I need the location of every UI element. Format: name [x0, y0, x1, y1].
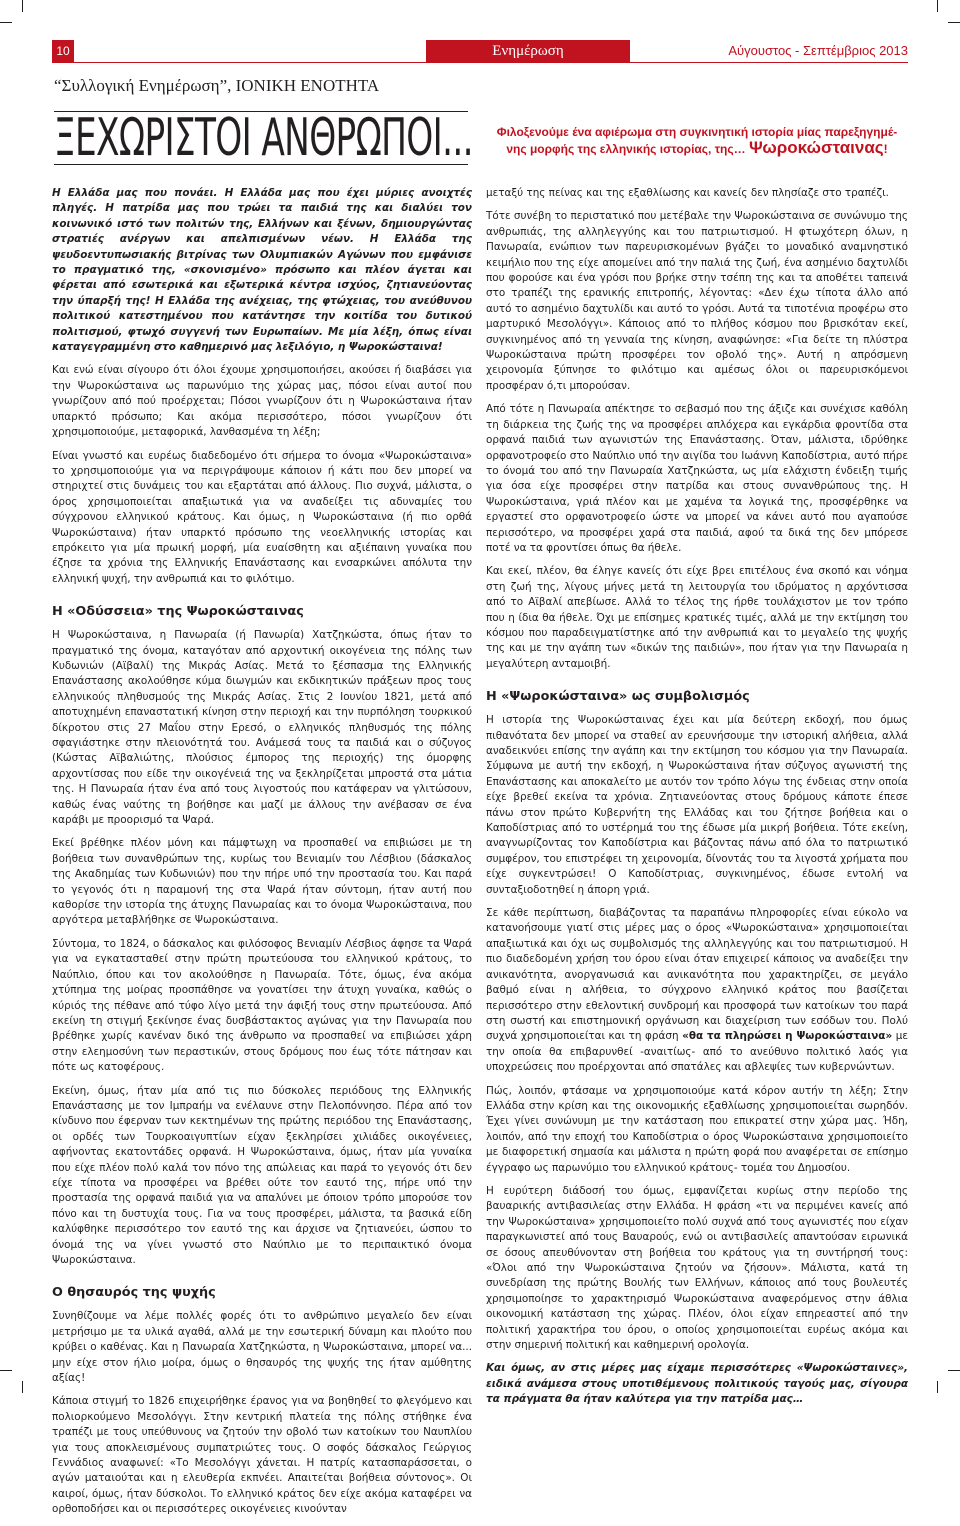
page-header [52, 40, 908, 63]
standfirst-line-2: νης μορφής της ελληνικής ιστορίας, της… [506, 142, 746, 156]
body-paragraph: Είναι γνωστό και ευρέως διαδεδομένο ότι σήμερα το όνομα «Ψωροκώσταινα» το χρησιμοποιούμε για να περιγράψουμε κάποιον ή κάτι που δεν μπορεί να στηριχτεί στις δυνάμεις του και εξαρτάται από άλλους. Πιο συχνά, μάλιστα, ο όρος χρησιμοποιείται απαξιωτικά για να αναδείξει τις αδυναμίες του σύγχρονου ελληνικού κράτους. Και όμως, η Ψωροκώσταινα (ή πιο ορθά Ψωροκώσταινα) ήταν υπαρκτό πρόσωπο της νεοελληνικής ιστορίας και επρόκειτο για μία πρωική μορφή, μία ευαίσθητη και αξιέπαινη γυναίκα που έζησε τα χρόνια της Ελληνικής Επανάστασης και ενσαρκώνει απόλυτα την ελληνική ψυχή, την ανθρωπιά και το φιλότιμο. [52, 449, 472, 585]
crop-mark [22, 0, 23, 12]
crop-mark [937, 1381, 938, 1393]
crop-mark [0, 22, 12, 23]
body-paragraph: Τότε συνέβη το περιστατικό που μετέβαλε την Ψωροκώσταινα σε συνώνυμο της ανθρωπιάς, της αλληλεγγύης και του πατριωτισμού. Η φτωχότερη όλων, η Πανωραία, ενώπιον των παρευρισκομένων βγάζει το μοναδικό αναμνηστικό κειμήλιο που της είχε απομείνει από την παλιά της ζωή, ένα ασημένιο δαχτυλίδι που φορούσε και ένα γρόσι που βρήκε στην τσέπη της και τα αποθέτει ταπεινά στο τραπέζι της ερανικής επιτροπής, λέγοντας: «Δεν έχω τίποτα άλλο από αυτό το ασημένιο δαχτυλίδι και αυτό το γρόσι. Αυτά τα τιποτένια προφέρω στο μαρτυρικό Μεσολόγγι». Κάποιος από το πλήθος κόσμου που βρισκόταν εκεί, συγκινημένος από τη γενναία της κίνηση, αναφώνησε: «Για δείτε τη πλύστρα Ψωροκώσταινα πρώτη προσφέρει τον οβολό της». Αυτή η απρόσμενη χειρονομία ξύπνησε το φιλότιμο και αμέσως όλοι οι παρευρισκόμενοι προσφέραν ό,τι μπορούσαν. [486, 210, 908, 392]
crop-mark [22, 1381, 23, 1393]
body-paragraph: Σύντομα, το 1824, ο δάσκαλος και φιλόσοφος Βενιαμίν Λέσβιος άφησε τα Ψαρά για να εγκατασταθεί στην πρώτη πρωτεύουσα του ελληνικού κράτους, το Ναύπλιο, όπου και τον ακολούθησε η Πανωραία. Τότε, όμως, ένα ακόμα χτύπημα της μοίρας προσπάθησε να γονατίσει την άτυχη γυναίκα, καθώς ο κύριός της πέθανε από τύφο λίγο μετά την άφιξή τους στην πρωτεύουσα. Από εκείνη τη στιγμή ξεκίνησε ένας δυσβάστακτος αγώνας για την Πανωραία που βρέθηκε χωρίς κανέναν δικό της άνθρωπο να προσπαθεί να επιβιώσει χάρη στην ελεημοσύνη των περαστικών, στους δρόμους που έως τότε πάτησαν και πότε ως κατοφέρους. [52, 937, 472, 1074]
body-paragraph: Η Ψωροκώσταινα, η Πανωραία (ή Πανωρία) Χατζηκώστα, όπως ήταν το πραγματικό της όνομα, καταγόταν από αρχοντική οικογένεια της πόλης των Κυδωνιών (Αϊβαλί) της Μικράς Ασίας. Μετά το ξέσπασμα της Ελληνικής Επανάστασης ακολούθησε κύμα διωγμών και εκδικητικών πράξεων προς τους ελληνικούς πληθυσμούς της Μικράς Ασίας. Στις 2 Ιουνίου 1821, μετά από αποτυχημένη επαναστατική κίνηση στην περιοχή και την πυρπόληση τουρκικού δίκροτου στις 27 Μαΐου στην Ερεσό, ο ελληνικός πληθυσμός της πόλης σφαγιάστηκε στην πλειονότητά του. Ανάμεσά τους τα παιδιά και ο σύζυγος (Κώστας Αϊβαλιώτης, πλούσιος έμπορος της περιοχής) της όμορφης αρχοντίσσας που είδε την οικογένειά της να ξεκληρίζεται μπροστά στα μάτια της. Η Πανωραία ήταν ένα από τους λιγοστούς που κατάφεραν να γλιτώσουν, καθώς ένας ναύτης τη βοήθησε και μαζί με άλλους την ανέβασαν σε ένα καράβι με προορισμό τα Ψαρά. [52, 629, 472, 827]
intro-paragraph: Η Ελλάδα μας που πονάει. Η Ελλάδα μας που έχει μύριες ανοιχτές πληγές. Η πατρίδα μας που τρώει τα παιδιά της και διαλύει τον κοινωνικό ιστό των πολιτών της, Ελλήνων και ξένων, δημιουργώντας στρατιές ανέργων και απελπισμένων νέων. Η Ελλάδα της ψευδοεντυπωσιακής βιτρίνας των Ολυμπιακών Αγώνων που εμφάνισε το πραγματικό της, «σκονισμένο» πρόσωπο και πλέον άγεται και φέρεται από εσωτερικά και εξωτερικά κέντρα ισχύος, ζητιανεύοντας την ύπαρξή της! Η Ελλάδα της ανέχειας, της φτώχειας, του ανεύθυνου πολιτικού κατεστημένου που κατάντησε την κοιτίδα του δυτικού πολιτισμού, φτωχό συγγενή των Ευρωπαίων. Με μία λέξη, όπως είναι καταγεγραμμένη στο καθημερινό μας λεξιλόγιο, η Ψωροκώσταινα! [52, 187, 472, 354]
right-column [486, 186, 908, 1416]
body-paragraph: Και εκεί, πλέον, θα έληγε κανείς ότι είχε βρει επιτέλους ένα σκοπό και νόημα στη ζωή της, λίγους μήνες μετά τη λειτουργία του ιδρύματος η αρχόντισσα από το Αϊβαλί απεβίωσε. Αλλά το τέλος της ήρθε τουλάχιστον με τον τρόπο που η ίδια θα ήθελε. Όχι με επίσημες κρατικές τιμές, αλλά με την εκτίμηση του κόσμου που παραδειγματίστηκε από την ανθρωπιά και το μεγαλείο της ψυχής της και με την αγάπη των «δικών της παιδιών», που ήταν για την Πανωραία η μεγαλύτερη ανταμοιβή. [486, 565, 908, 670]
standfirst [482, 124, 912, 157]
body-paragraph: Η ευρύτερη διάδοσή του όμως, εμφανίζεται κυρίως στην περίοδο της βαυαρικής αντιβασιλείας στην Ελλάδα. Η φράση «τι να περιμένει κανείς από την Ψωροκώσταινα» χρησιμοποιείτο πολύ συχνά από τους αγωνιστές που είχαν παραγκωνιστεί από τους Βαυαρούς, ενώ οι αντιβασιλείς απαντούσαν ειρωνικά σε όσους απευθύνονταν στη βοήθεια του κράτους για τη συντήρησή τους: «Όλοι από την Ψωροκώσταινα ζητούν να ζήσουν». Μάλιστα, κατά τη συνεδρίαση της πρώτης Βουλής των Ελλήνων, κάποιος από τους βουλευτές χρησιμοποίησε το χαρακτηρισμό Ψωροκώσταινα αναφερόμενος στην άθλια οικονομική κατάσταση της χώρας. Πλέον, όλοι είχαν επηρεαστεί από την πολιτική χαρακτήρα του όρου, ο οποίος χρησιμοποιείται ευρέως ακόμα και στην σημερινή πολιτική και καθημερινή ορολογία. [486, 1184, 908, 1352]
body-paragraph: μεταξύ της πείνας και της εξαθλίωσης και κανείς δεν πλησίαζε στο τραπέζι. [486, 187, 889, 199]
bold-quote: «θα τα πληρώσει η Ψωροκώσταινα» [682, 1030, 893, 1043]
section-heading: Ο θησαυρός της ψυχής [52, 1285, 216, 1301]
body-paragraph: Η ιστορία της Ψωροκώσταινας έχει και μία δεύτερη εκδοχή, που όμως πιθανότατα δεν μπορεί να σταθεί αν ερευνήσουμε την ιστορική αλήθεια, αλλά αναδεικνύει επίσης την αγάπη και την εκτίμηση του κόσμου για την Πανωραία. Σύμφωνα με αυτή την εκδοχή, η Ψωροκώσταινα ήταν σύζυγος αγωνιστή της Επανάστασης και αποκαλείτο με αυτόν τον τρόπο λόγω της ένδειας στην οποία είχε βρεθεί εκείνα τα χρόνια. Ζητιανεύοντας στους δρόμους κάποτε έπεσε πάνω στον πρώτο Κυβερνήτη της Ελλάδας και του ζήτησε βοήθεια και ο Καποδίστριας από το υστέρημά του της έδωσε μία μικρή βοήθεια. Τότε εκείνη, αναγνωρίζοντας τον Καποδίστρια και βάζοντας πάνω από όλα το πατριωτικό συμφέρον, του επιστρέφει τη χειρονομία, δίνοντάς του τα λιγοστά χρήματα που είχε συγκεντρώσει! Ο Καποδίστριας, συγκινημένος, έδωσε εντολή να συνταξιοδοτηθεί η άπορη γριά. [486, 714, 908, 896]
body-paragraph: Εκεί βρέθηκε πλέον μόνη και πάμφτωχη να προσπαθεί να επιβιώσει με τη βοήθεια των συνανθρώπων της, κυρίως του Βενιαμίν του Λέσβιου (δάσκαλος της Ακαδημίας των Κυδωνιών) που την πήρε υπό την προστασία του. Και παρά το γεγονός ότι η παραμονή της στα Ψαρά ήταν σύντομη, ήταν αυτή που καθορίσε την ιστορία της άτυχης Πανωραίας και το όνομα Ψωροκώσταινα, που αργότερα μεταβλήθηκε σε Ψωροκώσταινα. [52, 837, 472, 927]
standfirst-name: Ψωροκώσταινας [748, 138, 884, 157]
body-paragraph: Εκείνη, όμως, ήταν μία από τις πιο δύσκολες περιόδους της Ελληνικής Επανάστασης με τον Ιμπραήμ να ενέλαυνε στην Πελοπόννησο. Πέρα από τον κίνδυνο που έφερναν των κεκτημένων της πρώτης περιόδου της Επανάστασης, οι ορδές των Τουρκοαιγυπτίων είχαν ξεκληρίσει χιλιάδες οικογένειες, αφήνοντας εκατοντάδες ορφανά. Η Ψωροκώσταινα, όμως, ήταν μία γυναίκα που είχε πλέον πολύ καλά τον πόνο της απώλειας και παρά το γεγονός ότι δεν είχε τίποτα να προσφέρει να βρέθει ούτε τον εαυτό της, πήρε υπό την προστασία της ορφανά παιδιά για να απαλύνει με όποιον τρόπο μπορούσε τον πόνο και τη δυστυχία τους. Για να τους προσφέρει, μάλιστα, τα βασικά είδη καλύφθηκε περισσότερο τον εαυτό της και άρχισε να ζητιανεύει, ώσπου το όνομά της να γίνει γνωστό στο Ναύπλιο με το περιπαικτικό όνομα Ψωροκώσταινα. [52, 1084, 472, 1266]
crop-mark [948, 22, 960, 23]
crop-mark [948, 1370, 960, 1371]
issue-date: Αύγουστος - Σεπτέμβριος 2013 [728, 43, 908, 58]
crop-mark [0, 1370, 12, 1371]
headline: ΞΕΧΩΡΙΣΤΟΙ ΑΝΘΡΩΠΟΙ... [54, 108, 473, 168]
page-number: 10 [52, 40, 74, 62]
section-heading: Η «Ψωροκώσταινα» ως συμβολισμός [486, 689, 750, 705]
body-paragraph: Και ενώ είναι σίγουρο ότι όλοι έχουμε χρησιμοποιήσει, ακούσει ή διαβάσει για την Ψωροκώσταινα ως παρωνύμιο της χώρας μας, πόσοι είναι αυτοί που γνωρίζουν από πού προέρχεται; Πόσοι γνωρίζουν ότι η Ψωροκώσταινα ήταν υπαρκτό πρόσωπο; Και ακόμα περισσότερο, πόσοι γνωρίζουν ότι χρησιμοποιούμε, μεταφορικά, λανθασμένα τη λέξη; [52, 364, 472, 439]
closing-paragraph: Και όμως, αν στις μέρες μας είχαμε περισσότερες «Ψωροκώσταινες», ειδικά ανάμεσα στους υποτιθέμενους πολιτικούς ταγούς μας, σίγουρα τα πράγματα θα ήταν καλύτερα για την πατρίδα μας… [486, 1362, 908, 1406]
standfirst-line-1: Φιλοξενούμε ένα αφιέρωμα στη συγκινητική ιστορία μίας παρεξηγημέ- [496, 125, 898, 139]
body-paragraph: Πώς, λοιπόν, φτάσαμε να χρησιμοποιούμε κατά κόρον αυτήν τη λέξη; Στην Ελλάδα στην κρίση και της οικονομικής εξαθλίωσης χρησιμοποιείται σωρηδόν. Έχει γίνει συνώνυμη με την κατάσταση που επικρατεί στην χώρα μας. Ήδη, λοιπόν, από την εποχή του Καποδίστρια ο όρος Ψωροκώσταινα χρησιμοποιείτο με διαφορετική σημασία και μάλιστα η πρώτη φορά που αναφέρεται σε επίσημο έγγραφο ως παρωνύμιο του ελληνικού κράτους- τομέα του Δημοσίου. [486, 1084, 908, 1174]
left-column [52, 186, 472, 1526]
body-text: Σε κάθε περίπτωση, διαβάζοντας τα παραπάνω πληροφορίες είναι εύκολο να κατανοήσουμε γιατί στις μέρες μας ο όρος «Ψωροκώσταινα» χρησιμοποιείται απαξιωτικά και όχι ως συμβολισμός της αλληλεγγύης και του πατριωτισμού. Η πιο διαδεδομένη χρήση του όρου είναι όταν επιχειρεί κάποιος να αναδείξει την ανικανότητα, ανοργανωσιά και ανικανότητα που χαρακτηρίζει, σε μεγάλο βαθμό είναι η αλήθεια, το σύγχρονο ελληνικό κράτος που βασίζεται περισσότερο στην εθελοντική συνδρομή και προσφορά των κατοίκων του παρά στη σωστή και επιστημονική οργάνωση και διαχείριση των εσόδων του. Πολύ συχνά χρησιμοποιείται και τη φράση [486, 907, 908, 1043]
standfirst-exclamation: ! [883, 142, 888, 156]
section-heading: Η «Οδύσσεια» της Ψωροκώσταινας [52, 604, 304, 620]
series-title: “Συλλογική Ενημέρωση”, ΙΟΝΙΚΗ ΕΝΟΤΗΤΑ [54, 76, 380, 95]
body-paragraph: Συνηθίζουμε να λέμε πολλές φορές ότι το ανθρώπινο μεγαλείο δεν είναι μετρήσιμο με τα υλικά αγαθά, αλλά με την εσωτερική δύναμη και πλούτο που κρύβει ο καθένας. Και η Πανωραία Χατζηκώστα, η Ψωροκώσταινα, μπορεί να... μην είχε στον ήλιο μοίρα, όμως ο θησαυρός της ψυχής της ήταν αμύθητης αξίας! [52, 1310, 472, 1385]
body-text: με την οποία θα επιβαρυνθεί -αναιτίως- από το ανεύθυνο πολιτικό λαός για υποχρεώσεις που προέρχονται από σπατάλες και αβλεψίες των κυβερνώντων. [486, 1030, 908, 1074]
body-paragraph: Από τότε η Πανωραία απέκτησε το σεβασμό που της άξιζε και συνέχισε καθόλη τη διάρκεια της ζωής της να προσφέρει απλόχερα και εγκάρδια φροντίδα στα ορφανά παιδιά των αγωνιστών της Επανάστασης. Όταν, μάλιστα, ιδρύθηκε ορφανοτροφείο στο Ναύπλιο υπό την αιγίδα του Ιωάννη Καποδίστρια, αυτό πήρε το όνομά του από την Πανωραία Χατζηκώστα, ως μία ελάχιστη ένδειξη τιμής για όσα είχε προσφέρει στην πατρίδα και στους συνανθρώπους της. Η Ψωροκώσταινα, γριά πλέον και με χαμένα τα λογικά της, προσφέρθηκε να εργαστεί στο ορφανοτροφείο ώστε να μπορεί να κάνει αυτό που αγαπούσε περισσότερο, να προσφέρει χαρά στα παιδιά, αφού τα δικά της δεν μπόρεσε ποτέ να τα φροντίσει όπως θα ήθελε. [486, 403, 908, 554]
body-paragraph: Κάποια στιγμή το 1826 επιχειρήθηκε έρανος για να βοηθηθεί το φλεγόμενο και πολιορκούμενο Μεσολόγγι. Στην κεντρική πλατεία της πόλης στήθηκε ένα τραπέζι με τους υπεύθυνους να ζητούν την οβολό των κατοίκων του Ναυπλίου για τους αποκλεισμένους συμπατριώτες τους. Ο σοφός δάσκαλος Γεώργιος Γεννάδιος αναφωνεί: «Το Μεσολόγγι χάνεται. Η πατρίς κατασπαράσσεται, ο αγών ματαιούται και η ελευθερία εκπνέει. Απαιτείται βοήθεια σύντονος». Οι καιροί, όμως, ήταν δύσκολοι. Το ελληνικό κράτος δεν είχε ακόμα καταφέρει να ορθοποδήσει και οι περισσότερες οικογένειες κινούνταν [52, 1395, 472, 1516]
crop-mark [937, 0, 938, 12]
headline-box [54, 108, 473, 168]
section-title: Ενημέρωση [426, 40, 630, 62]
body-paragraph [486, 906, 908, 1075]
